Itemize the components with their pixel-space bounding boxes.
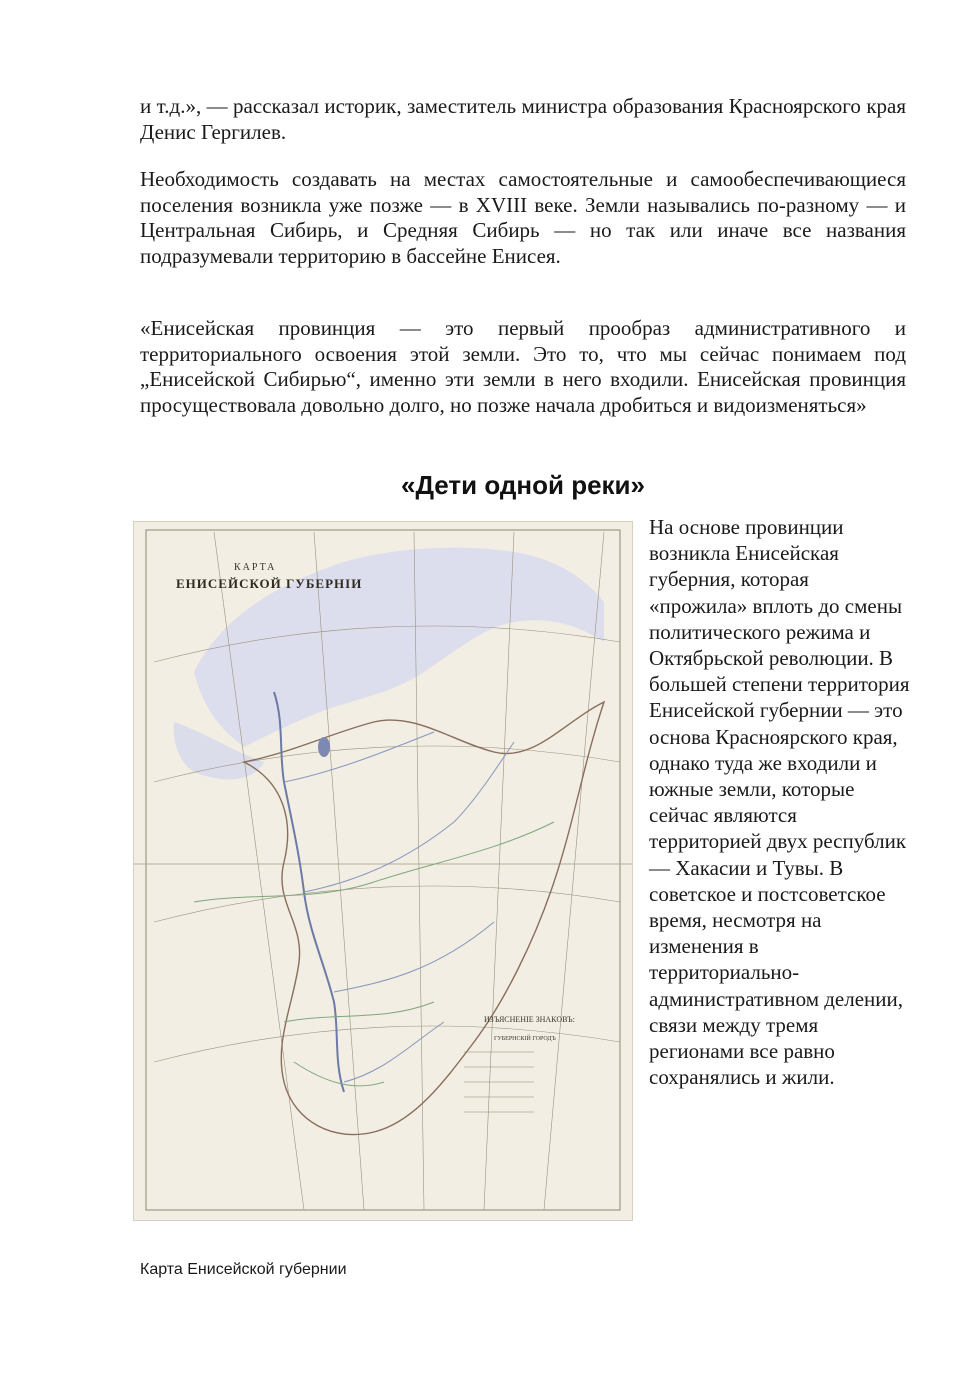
section-heading: «Дети одной реки» xyxy=(401,470,645,500)
paragraph-2: Необходимость создавать на местах самостоятельные и самообеспечивающиеся поселения возникла уже позже — в XVIII веке. Земли назывались по-разному — и Центральная Сибирь, и Средняя Сибирь — но так или иначе все названия подразумевали территорию в бассейне Енисея. xyxy=(140,167,906,268)
paragraph-1: и т.д.», — рассказал историк, заместитель министра образования Красноярского края Денис Гергилев. xyxy=(140,94,906,144)
map-title: ЕНИСЕЙСКОЙ ГУБЕРНІИ xyxy=(176,576,363,591)
side-text: На основе провинции возникла Енисейская губерния, которая «прожила» вплоть до смены политического режима и Октябрьской революции. В большей степени территория Енисейской губернии — это основа Красноярского края, однако туда же входили и южные земли, которые сейчас являются территорией двух республик — Хакасии и Тувы. В советское и постсоветское время, несмотря на изменения в территориально-административном делении, связи между тремя регионами все равно сохранялись и жили. xyxy=(649,515,910,1090)
paragraph-quote: «Енисейская провинция — это первый прообраз административного и территориального освоения этой земли. Это то, что мы сейчас понимаем под „Енисейской Сибирью“, именно эти земли в него входили. Енисейская провинция просуществовала довольно долго, но позже начала дробиться и видоизменяться» xyxy=(140,316,906,417)
map-title-small: КАРТА xyxy=(234,562,277,573)
map-image xyxy=(133,521,633,1221)
map-legend-title: ИЗЪЯСНЕНІЕ ЗНАКОВЪ: xyxy=(484,1015,575,1024)
map-caption: Карта Енисейской губернии xyxy=(140,1261,347,1278)
map-legend-item: ГУБЕРНСКІЙ ГОРОДЪ xyxy=(494,1036,556,1042)
